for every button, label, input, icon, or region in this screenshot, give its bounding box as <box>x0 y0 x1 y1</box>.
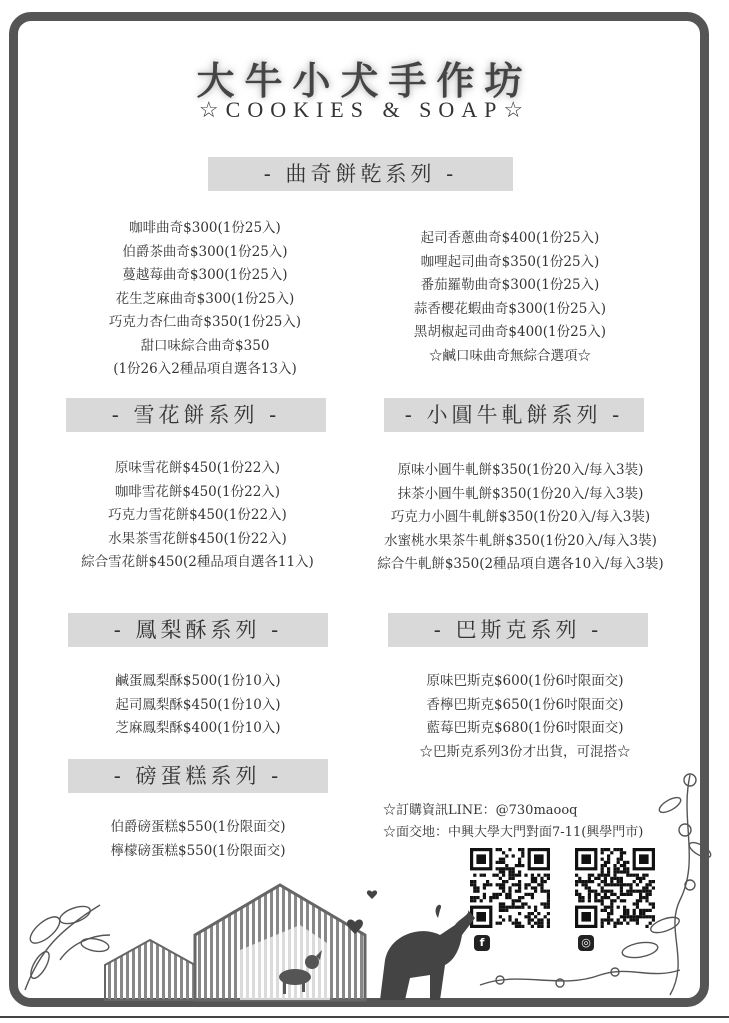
shop-title: 大牛小犬手作坊 <box>196 58 533 103</box>
menu-item: 咖啡雪花餅$450(1份22入) <box>114 483 281 500</box>
menu-item: 花生芝麻曲奇$300(1份25入) <box>115 290 295 307</box>
shop-subtitle: ☆COOKIES & SOAP☆ <box>198 97 531 122</box>
menu-item: 黑胡椒起司曲奇$400(1份25入) <box>413 324 607 340</box>
hearts <box>347 890 377 934</box>
instagram-icon[interactable]: ◎ <box>578 935 594 951</box>
menu-item: 巧克力杏仁曲奇$350(1份25入) <box>108 314 302 330</box>
menu-item: 綜合雪花餅$450(2種品項自選各11入) <box>81 554 314 570</box>
pineapple-heading: - 鳳梨酥系列 - <box>68 613 328 647</box>
left-foliage <box>25 903 110 990</box>
snowflake-heading: - 雪花餅系列 - <box>66 398 326 432</box>
menu-item: 鹹蛋鳳梨酥$500(1份10入) <box>115 673 281 689</box>
menu-item: 原味雪花餅$450(1份22入) <box>114 460 281 476</box>
menu-item: 原味巴斯克$600(1份6吋限面交) <box>426 673 624 689</box>
menu-item: 伯爵茶曲奇$300(1份25入) <box>122 243 288 260</box>
cookies-heading: - 曲奇餅乾系列 - <box>208 157 513 191</box>
menu-item: ☆鹹口味曲奇無綜合選項☆ <box>429 347 591 364</box>
bull-silhouette <box>380 905 475 1000</box>
menu-item: 水果茶雪花餅$450(1份22入) <box>108 530 287 547</box>
menu-item: 藍莓巴斯克$680(1份6吋限面交) <box>426 720 624 736</box>
menu-item: 芝麻鳳梨酥$400(1份10入) <box>115 720 281 736</box>
menu-item: 番茄羅勒曲奇$300(1份25入) <box>420 277 600 293</box>
facebook-icon[interactable]: f <box>474 935 490 951</box>
menu-item: 蒜香櫻花蝦曲奇$300(1份25入) <box>413 300 607 317</box>
menu-item: 咖哩起司曲奇$350(1份25入) <box>420 253 600 270</box>
menu-item: 原味小圓牛軋餅$350(1份20入/每入3裝) <box>397 462 644 478</box>
pickup-location: ☆面交地：中興大學大門對面7-11(興學門市) <box>383 825 644 840</box>
menu-item: 水蜜桃水果茶牛軋餅$350(1份20入/每入3裝) <box>384 532 657 549</box>
menu-item: ☆巴斯克系列3份才出貨，可混搭☆ <box>419 743 631 760</box>
menu-item: 巧克力小圓牛軋餅$350(1份20入/每入3裝) <box>390 509 651 525</box>
menu-item: 伯爵磅蛋糕$550(1份限面交) <box>110 819 286 835</box>
big-house <box>195 885 365 1000</box>
small-house <box>105 940 195 1000</box>
basque-heading: - 巴斯克系列 - <box>388 613 648 647</box>
menu-item: 抹茶小圓牛軋餅$350(1份20入/每入3裝) <box>397 485 644 502</box>
menu-item: 綜合牛軋餅$350(2種品項自選各10入/每入3裝) <box>377 556 664 572</box>
menu-item: 甜口味綜合曲奇$350 <box>140 337 270 354</box>
right-vine <box>480 774 713 995</box>
menu-item: 巧克力雪花餅$450(1份22入) <box>108 507 287 523</box>
menu-item: 起司鳳梨酥$450(1份10入) <box>115 696 281 713</box>
menu-item: 起司香蔥曲奇$400(1份25入) <box>420 230 600 246</box>
nougat-heading: - 小圓牛軋餅系列 - <box>384 398 644 432</box>
menu-item: 檸檬磅蛋糕$550(1份限面交) <box>110 842 286 859</box>
menu-item: 咖啡曲奇$300(1份25入) <box>129 220 281 236</box>
menu-item: (1份26入2種品項自選各13入) <box>113 361 297 377</box>
line-contact: ☆訂購資訊LINE：@730maooq <box>383 803 578 818</box>
menu-item: 蔓越莓曲奇$300(1份25入) <box>122 267 288 283</box>
poundcake-heading: - 磅蛋糕系列 - <box>68 759 328 793</box>
menu-item: 香檸巴斯克$650(1份6吋限面交) <box>426 696 624 713</box>
